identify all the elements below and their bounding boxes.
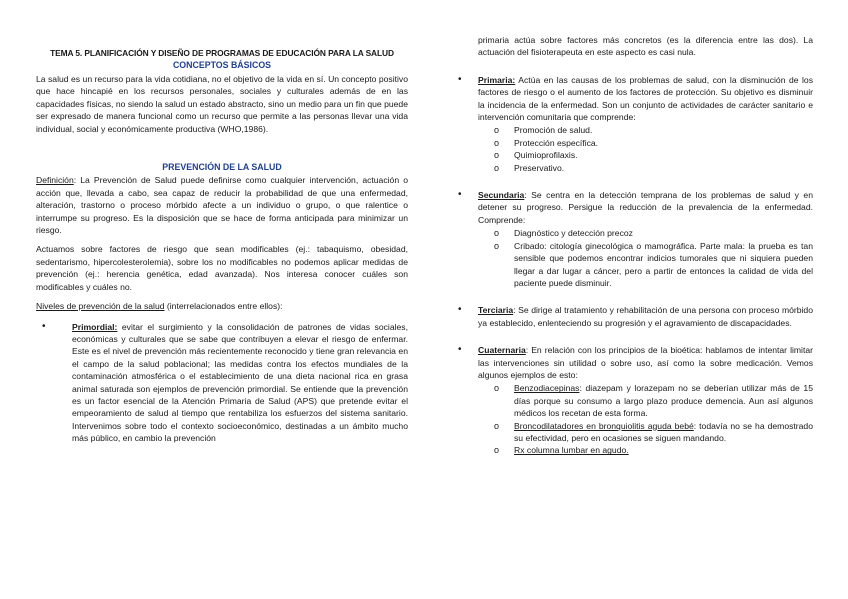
circle-bullet-icon: o — [494, 445, 500, 456]
circle-bullet-icon: o — [494, 420, 500, 431]
levels-text: (interrelacionados entre ellos): — [164, 301, 283, 312]
primaria-text: Actúa en las causas de los problemas de salud, con la disminución de los factores de riesgo o el aumento de los factores de protección. Su objetivo es disminuir la incidencia de la enfermedad. Son un conjunto de actividades de carácter sanitario e intervención comunitaria que comprende: — [478, 74, 813, 123]
list-item: o Benzodiacepinas: diazepam y lorazepam no se deberían utilizar más de 15 días porque su consumo a largo plazo produce demencia. Aun así algunos médicos los recetan de esta forma. — [494, 383, 813, 419]
bullet-icon: • — [458, 344, 462, 356]
secundaria-label: Secundaria — [478, 190, 525, 201]
primaria-label: Primaria: — [478, 74, 516, 85]
secundaria-sublist — [478, 227, 813, 289]
list-item: o Promoción de salud. — [494, 125, 593, 136]
levels-list-continued — [458, 73, 813, 457]
definition-paragraph — [36, 174, 408, 236]
levels-paragraph — [36, 300, 408, 312]
circle-bullet-icon: o — [494, 125, 500, 136]
circle-bullet-icon: o — [494, 150, 500, 161]
document-title: TEMA 5. PLANIFICACIÓN Y DISEÑO DE PROGRAMAS DE EDUCACIÓN PARA LA SALUD — [50, 48, 394, 58]
circle-bullet-icon: o — [494, 228, 500, 239]
definition-label: Definición — [36, 175, 74, 186]
cuaternaria-text: : En relación con los principios de la bioética: hablamos de intentar limitar las intervenciones sin utilidad o sobre uso, así como la sobre medicación. Vemos algunos ejemplos de esto: — [478, 345, 813, 380]
list-item-primaria — [458, 73, 813, 174]
subtitle-conceptos: CONCEPTOS BÁSICOS — [172, 60, 272, 70]
continuation-paragraph: primaria actúa sobre factores más concretos (es la diferencia entre las dos). La actuación del fisioterapeuta en este aspecto es casi nula. — [478, 35, 813, 58]
primaria-sublist — [478, 124, 813, 174]
terciaria-label: Terciaria — [478, 305, 514, 316]
cuaternaria-sublist — [478, 382, 813, 456]
list-item: o Cribado: citología ginecológica o mamográfica. Parte mala: la prueba es tan sensible que podemos encontrar indicios tumorales que ni siquiera pueden llegar a dar lugar a cáncer, pero a partir de entonces la calidad de vida del paciente puede disminuir. — [494, 240, 813, 288]
list-item: o Diagnóstico y detección precoz — [494, 228, 633, 239]
list-item: o Preservativo. — [494, 162, 565, 173]
list-item: o Rx columna lumbar en agudo. — [494, 445, 629, 456]
levels-list — [36, 321, 408, 445]
cuaternaria-label: Cuaternaria — [478, 345, 526, 356]
levels-label: Niveles de prevención de la salud — [36, 301, 165, 312]
primordial-text: evitar el surgimiento y la consolidación de patrones de vidas sociales, económicas y culturales que se sabe que contribuyen a elevar el riesgo de enfermar. Este es el nivel de prevención más recientemente reconocido y tiene gran relevancia en el campo de la salud poblacional; las medidas contra los efectos mundiales de la contaminación atmosférica o el establecimiento de una dieta nacional rica en grasa animal saturada son ejemplos de prevención primordial. Se entiende que la prevención es un factor esencial de la Atención Primaria de Salud (APS) que pretende evitar el empeoramiento de salud al tiempo que rentabiliza los esfuerzos del sistema sanitario. Intervenimos sobre todo el contexto socioeconómico, destinadas a un ámbito mucho más público, en cambio la prevención — [72, 321, 408, 444]
terciaria-text: : Se dirige al tratamiento y rehabilitación de una persona con proceso mórbido ya establecido, enlenteciendo su progresión y el agravamiento de discapacidades. — [478, 305, 813, 328]
circle-bullet-icon: o — [494, 240, 500, 251]
factors-paragraph: Actuamos sobre factores de riesgo que sean modificables (ej.: tabaquismo, obesidad, sedentarismo, hipercolesterolemia), sobre los no modificables no podemos aplicar medidas de prevención (ej.: herencia genética, edad avanzada). Nos interesa conocer cuáles son modificables y cuáles no. — [36, 244, 408, 292]
intro-paragraph: La salud es un recurso para la vida cotidiana, no el objetivo de la vida en sí. Un concepto positivo que hace hincapié en los recursos personales, sociales y culturales además de en las capacidades físicas, no siendo la salud un estado abstracto, sino un medio para un fin que puede ser expresado de manera funcional como un recurso que permite a las personas llevar una vida individual, social y económicamente productiva (WHO,1986). — [36, 74, 408, 134]
right-column — [458, 34, 813, 457]
circle-bullet-icon: o — [494, 383, 500, 394]
bullet-icon: • — [458, 189, 462, 201]
list-item-secundaria — [458, 189, 813, 289]
list-item-primordial — [36, 321, 408, 445]
list-item: o Broncodilatadores en bronquiolitis aguda bebé: todavía no se ha demostrado su efectividad, pero en ocasiones se siguen mandando. — [494, 420, 813, 443]
secundaria-text: : Se centra en la detección temprana de los problemas de salud y en detener su progreso. Persigue la reducción de la prevalencia de la enfermedad. Comprende: — [478, 190, 813, 225]
primordial-label: Primordial: — [72, 321, 118, 332]
bullet-icon: • — [458, 73, 462, 85]
circle-bullet-icon: o — [494, 137, 500, 148]
left-column — [36, 47, 408, 445]
list-item-cuaternaria — [458, 344, 813, 457]
list-item: o Quimioprofilaxis. — [494, 150, 578, 161]
list-item-terciaria — [458, 304, 813, 329]
bullet-icon: • — [458, 304, 462, 316]
list-item: o Protección específica. — [494, 137, 599, 148]
definition-text: : La Prevención de Salud puede definirse como cualquier intervención, actuación o acción que, llevada a cabo, sea capaz de reducir la probabilidad de que una enfermedad, alteración, trastorno o proceso mórbido afecte a un individuo o grupo, o que ralentice o interrumpe su progreso. Es la disposición que se hace de forma anticipada para minimizar un riesgo. — [36, 175, 408, 236]
bullet-icon: • — [42, 320, 46, 332]
prevention-title: PREVENCIÓN DE LA SALUD — [162, 162, 282, 173]
circle-bullet-icon: o — [494, 162, 500, 173]
